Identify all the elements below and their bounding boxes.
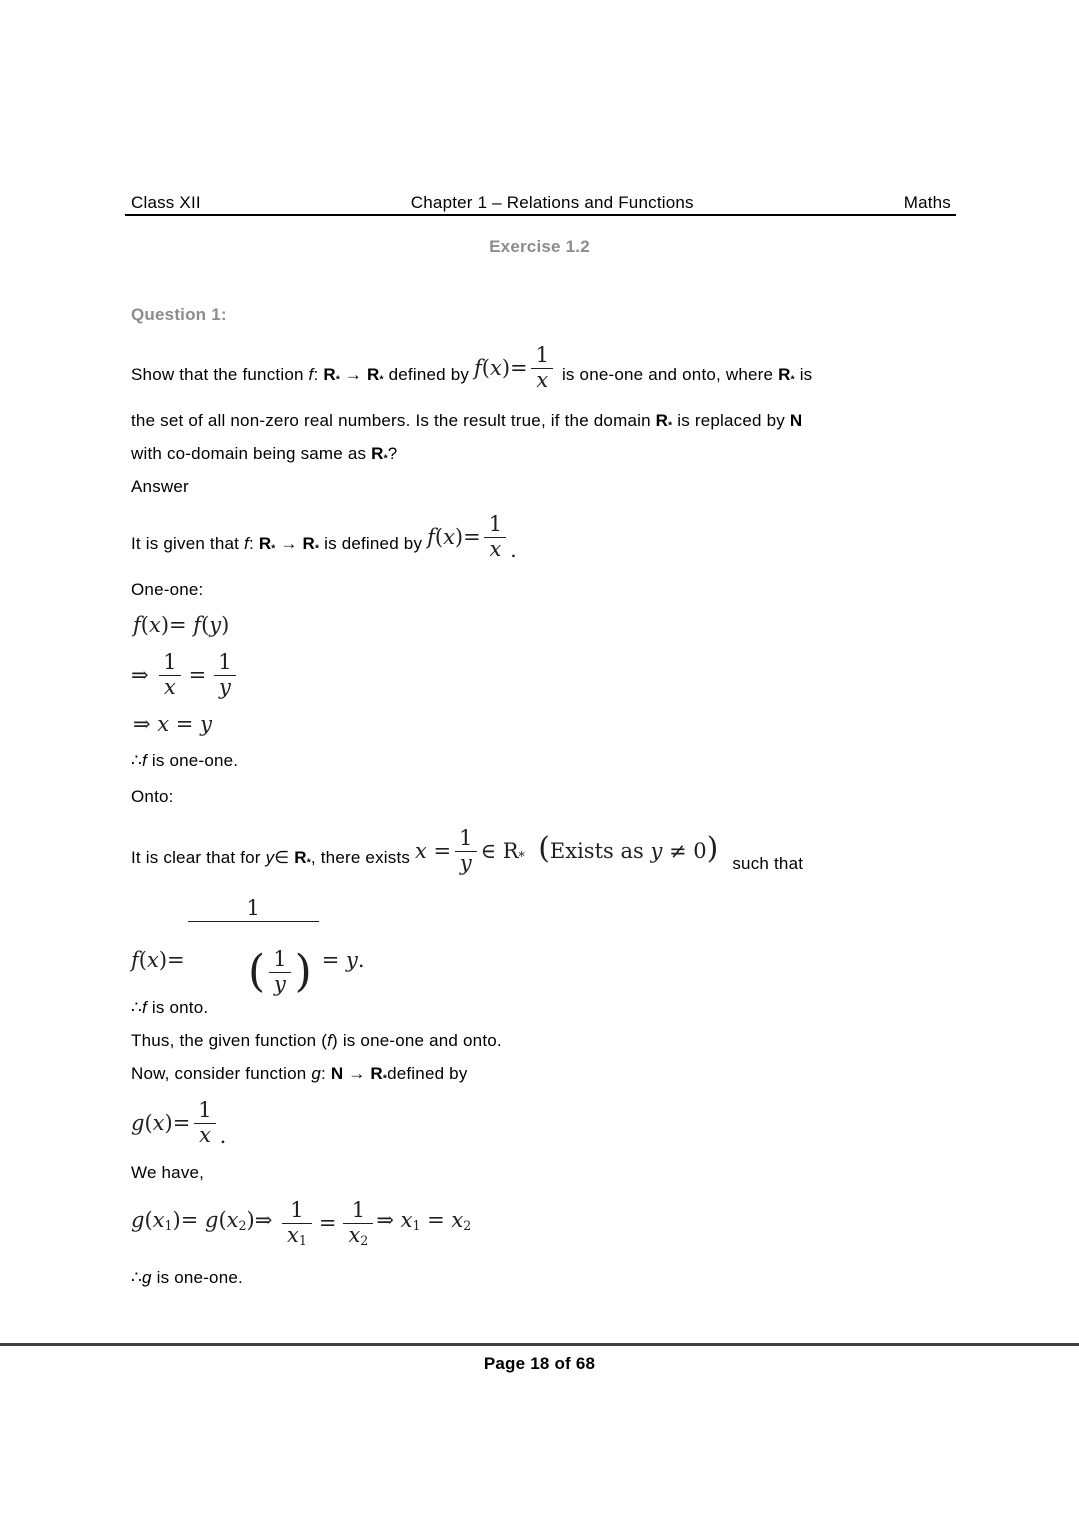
text-segment: the set of all non-zero real numbers. Is the result true, if the domain [131, 411, 656, 430]
header-class: Class XII [131, 193, 201, 212]
text-segment: ∈ [274, 848, 295, 868]
left-paren: ( [248, 946, 266, 998]
text-segment: ) is one-one and onto. [332, 1031, 502, 1050]
formula-fx-equals-fy [133, 614, 229, 636]
text-segment [525, 839, 538, 863]
inner-fraction [268, 948, 291, 996]
answer-label: Answer [131, 477, 189, 496]
text-segment: R [367, 365, 380, 385]
text-segment: N [789, 411, 803, 430]
formula-lhs [131, 1112, 190, 1134]
text-segment: 1 [412, 1218, 421, 1234]
text-segment: )= [160, 613, 194, 637]
formula-lhs [474, 357, 528, 379]
text-segment: * [315, 544, 320, 556]
formula-g-of-x [131, 1099, 226, 1147]
numerator: 1 [198, 1098, 212, 1122]
text-segment: : [313, 365, 324, 385]
text-segment: ≠ 0 [662, 838, 707, 863]
numerator: 1 [535, 343, 550, 367]
text-segment: ∈ R [480, 838, 519, 863]
formula-rhs [322, 949, 365, 971]
text-segment: is replaced by [672, 411, 790, 430]
text-segment: x [415, 839, 427, 864]
text-segment: * [383, 453, 388, 465]
header-subject: Maths [903, 193, 951, 212]
formula-rhs [480, 830, 719, 868]
text-segment: x [226, 1208, 239, 1233]
inner-denominator: y [269, 972, 291, 997]
text-segment: → [343, 1064, 371, 1083]
text-segment: R [370, 1064, 383, 1083]
text-segment: . [357, 947, 365, 972]
denominator: y [214, 675, 236, 700]
text-segment: defined by [383, 365, 475, 385]
paren-group [248, 948, 312, 996]
text-segment: ( [144, 1111, 153, 1136]
text-segment: is one-one and onto, where [557, 365, 779, 385]
text-segment: = [426, 839, 452, 864]
text-segment: f [427, 525, 435, 550]
formula-f-of-x [474, 344, 557, 392]
text-segment: * [335, 375, 340, 387]
fraction [193, 1099, 216, 1147]
text-segment: )= [164, 1111, 191, 1136]
text-segment: x [146, 947, 159, 972]
one-one-label: One-one: [131, 580, 204, 599]
text-segment: Now, consider function [131, 1064, 312, 1083]
footer-rule [0, 1343, 1079, 1346]
text-segment: : [248, 534, 259, 554]
period: . [219, 1124, 227, 1149]
question-line-3 [131, 443, 397, 471]
fraction-right [343, 1199, 373, 1248]
text-segment: It is clear that for [131, 848, 266, 868]
onto-label: Onto: [131, 787, 174, 806]
implies-arrow [131, 664, 155, 686]
text-segment: 2 [238, 1218, 247, 1234]
text-segment: * [271, 544, 276, 556]
text-segment: )= [172, 1208, 205, 1233]
text-segment: R [302, 534, 315, 554]
denominator: x [484, 537, 506, 562]
text-segment: = [420, 1208, 452, 1233]
text-segment: f [142, 998, 147, 1017]
formula-lhs [427, 526, 481, 548]
text-segment: g [311, 1064, 322, 1083]
fraction-left [282, 1199, 312, 1248]
numerator: 1 [351, 1198, 366, 1222]
text-segment: x [148, 613, 161, 637]
text-segment: g [131, 1208, 145, 1233]
page-header [131, 192, 951, 214]
exists-line [131, 827, 803, 875]
text-segment: is one-one. [146, 751, 239, 770]
text-segment: 2 [463, 1218, 472, 1234]
text-segment: ⇒ [133, 712, 158, 736]
text-segment: g [131, 1111, 145, 1136]
text-segment: ⇒ [254, 1208, 279, 1233]
text-segment: y [209, 613, 222, 637]
text-segment: It is given that [131, 534, 245, 554]
fraction-left [158, 651, 181, 699]
text-segment: ⇒ [376, 1208, 401, 1233]
text-segment: x [443, 525, 455, 550]
text-segment: * [518, 849, 525, 865]
now-consider-line [131, 1063, 468, 1091]
text-segment: ( [144, 1208, 153, 1233]
text-segment: x [157, 712, 170, 736]
question-text-pre [131, 364, 474, 392]
text-segment: * [306, 858, 311, 870]
denominator [343, 1223, 373, 1248]
text-segment: N [330, 1064, 344, 1083]
text-segment: R [371, 444, 384, 463]
text-segment: ∴ [131, 1268, 143, 1287]
text-segment: f [131, 947, 139, 972]
text-segment: is one-one. [151, 1268, 243, 1287]
text-segment: ( [201, 613, 210, 637]
text-segment: defined by [387, 1064, 468, 1083]
text-segment: ⇒ [131, 663, 156, 688]
text-segment: Thus, the given function ( [131, 1031, 328, 1050]
fraction [454, 827, 477, 875]
formula-lhs [415, 840, 451, 862]
denominator: x [194, 1123, 216, 1148]
text-segment: R [778, 365, 791, 385]
text-segment: f [244, 534, 249, 554]
conclusion-g-one-one [131, 1267, 243, 1289]
text-segment: ) [706, 830, 719, 866]
we-have-label: We have, [131, 1163, 205, 1182]
fraction-right [213, 651, 236, 699]
denominator: x [531, 368, 553, 393]
exists-text [131, 847, 415, 875]
text-segment: y [650, 838, 663, 863]
formula-f-of-x-given [427, 513, 517, 561]
text-segment: x [451, 1208, 464, 1233]
text-segment: )= [454, 525, 481, 550]
numerator: 1 [218, 650, 232, 674]
text-segment: ( [138, 947, 147, 972]
text-segment: , there exists [310, 848, 415, 868]
fraction [531, 344, 554, 392]
text-segment: f [474, 356, 482, 381]
text-segment: x [348, 1222, 361, 1247]
numerator: 1 [488, 512, 503, 536]
equals-sign: = [188, 663, 207, 688]
text-segment: : [321, 1064, 331, 1083]
formula-lhs [131, 1209, 279, 1237]
numerator: 1 [290, 1198, 304, 1222]
text-segment: = [321, 947, 347, 972]
question-label: Question 1: [131, 305, 227, 324]
text-segment: y [265, 848, 275, 868]
text-segment: * [668, 420, 673, 432]
formula-x-equals-y [133, 713, 212, 735]
text-segment: Show that the function [131, 365, 309, 385]
text-segment: ( [481, 356, 490, 381]
header-rule [125, 214, 956, 216]
text-segment: * [382, 1073, 388, 1085]
text-segment: x [286, 1222, 299, 1247]
text-segment: is onto. [146, 998, 209, 1017]
footer-page-number: Page 18 of 68 [483, 1354, 596, 1373]
text-segment: R [294, 848, 307, 868]
text-segment: ( [218, 1208, 227, 1233]
conclusion-f-one-one [131, 750, 238, 772]
text-segment: ∴ [131, 751, 143, 770]
formula-exists [415, 827, 718, 875]
text-segment: * [790, 375, 795, 387]
given-text [131, 533, 427, 561]
formula-g-chain [131, 1199, 471, 1248]
text-segment: R [258, 534, 272, 554]
text-segment: → [340, 365, 368, 385]
numerator: 1 [459, 826, 473, 850]
denominator: x [159, 675, 181, 700]
text-segment: f [308, 365, 314, 385]
text-segment: f [133, 613, 141, 637]
text-segment: ( [538, 830, 550, 866]
text-segment: ) [221, 613, 230, 637]
text-segment: x [152, 1111, 165, 1136]
text-segment: ∴ [131, 998, 143, 1017]
text-segment: ( [140, 613, 149, 637]
text-segment: x [152, 1208, 165, 1233]
question-text-post [557, 364, 812, 392]
equals-sign: = [318, 1211, 337, 1236]
text-segment: 1 [298, 1232, 307, 1248]
text-segment: g [142, 1268, 152, 1287]
inner-numerator: 1 [273, 947, 287, 972]
text-segment: Exists as [549, 838, 651, 863]
formula-lhs [131, 949, 185, 971]
text-segment: f [327, 1031, 333, 1050]
formula-rhs [376, 1209, 471, 1237]
text-segment: is [794, 365, 813, 385]
text-segment: * [379, 375, 384, 387]
such-that-text: such that [732, 854, 804, 874]
text-segment: R [323, 365, 336, 385]
text-segment: y [346, 947, 358, 972]
question-line-1 [131, 344, 812, 392]
text-segment: g [204, 1208, 219, 1233]
text-segment: x [400, 1208, 413, 1233]
given-line [131, 513, 517, 561]
denominator: y [455, 851, 477, 876]
text-segment: 1 [164, 1218, 173, 1234]
text-segment: → [275, 534, 303, 554]
text-segment: = [169, 712, 201, 736]
text-segment: ? [387, 444, 398, 463]
text-segment: ( [434, 525, 444, 550]
header-chapter-title: Chapter 1 – Relations and Functions [410, 193, 694, 212]
denominator [282, 1223, 312, 1248]
formula-fraction-equality [131, 651, 240, 699]
question-line-2 [131, 410, 802, 438]
text-segment: y [200, 712, 212, 736]
text-segment: f [193, 613, 202, 637]
text-segment: is defined by [319, 534, 428, 554]
text-segment: f [142, 751, 147, 770]
period: . [510, 538, 517, 563]
exercise-title: Exercise 1.2 [489, 237, 590, 256]
text-segment: )= [501, 356, 528, 381]
text-segment: with co-domain being same as [131, 444, 372, 463]
text-segment: 2 [360, 1232, 369, 1248]
numerator: 1 [163, 650, 177, 674]
text-segment: x [490, 356, 502, 381]
outer-numerator: 1 [246, 896, 260, 920]
right-paren: ) [294, 946, 312, 998]
text-segment: ) [246, 1208, 255, 1233]
text-segment: )= [158, 947, 185, 972]
fraction [484, 513, 507, 561]
thus-line [131, 1030, 502, 1052]
text-segment: R [655, 411, 669, 430]
conclusion-f-onto [131, 997, 208, 1019]
